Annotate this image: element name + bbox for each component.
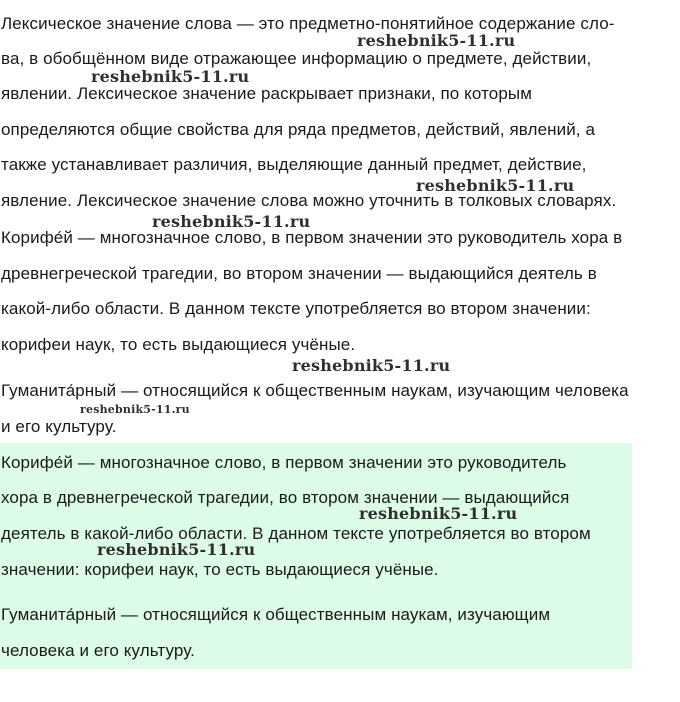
watermark: reshebnik5-11.ru [97,540,256,559]
watermark: reshebnik5-11.ru [292,356,451,375]
text-line: определяются общие свойства для ряда предметов, действий, явлений, а [1,120,596,139]
watermark: reshebnik5-11.ru [80,403,190,416]
text-line: корифеи наук, то есть выдающиеся учёные. [1,335,356,354]
note-line: Корифе́й — многозначное слово, в первом значении это руководитель [1,453,567,472]
text-line: явлении. Лексическое значение раскрывает признаки, по которым [1,84,532,103]
watermark: reshebnik5-11.ru [91,67,250,86]
note-line: Гуманита́рный — относящийся к общественным наукам, изучающим [1,605,551,624]
watermark: reshebnik5-11.ru [359,504,518,523]
text-line: Гуманита́рный — относящийся к общественным наукам, изучающим человека [1,381,629,400]
text-line: также устанавливает различия, выделяющие данный предмет, действие, [1,155,587,174]
note-line: человека и его культуру. [1,641,195,660]
note-line: значении: корифеи наук, то есть выдающиеся учёные. [1,560,439,579]
highlighted-note [0,443,632,669]
text-line: и его культуру. [1,417,117,436]
text-line: какой-либо области. В данном тексте употребляется во втором значении: [1,299,591,318]
watermark: reshebnik5-11.ru [416,176,575,195]
note-line: деятель в какой-либо области. В данном тексте употребляется во втором [1,524,591,543]
watermark: reshebnik5-11.ru [357,31,516,50]
text-line: Корифе́й — многозначное слово, в первом значении это руководитель хора в [1,228,623,247]
watermark: reshebnik5-11.ru [152,212,311,231]
text-line: явление. Лексическое значение слова можно уточнить в толковых словарях. [1,191,617,210]
text-line: ва, в обобщённом виде отражающее информацию о предмете, действии, [1,49,592,68]
note-line: хора в древнегреческой трагедии, во втором значении — выдающийся [1,488,570,507]
text-line: Лексическое значение слова — это предметно-понятийное содержание сло- [1,14,615,33]
text-line: древнегреческой трагедии, во втором значении — выдающийся деятель в [1,264,597,283]
